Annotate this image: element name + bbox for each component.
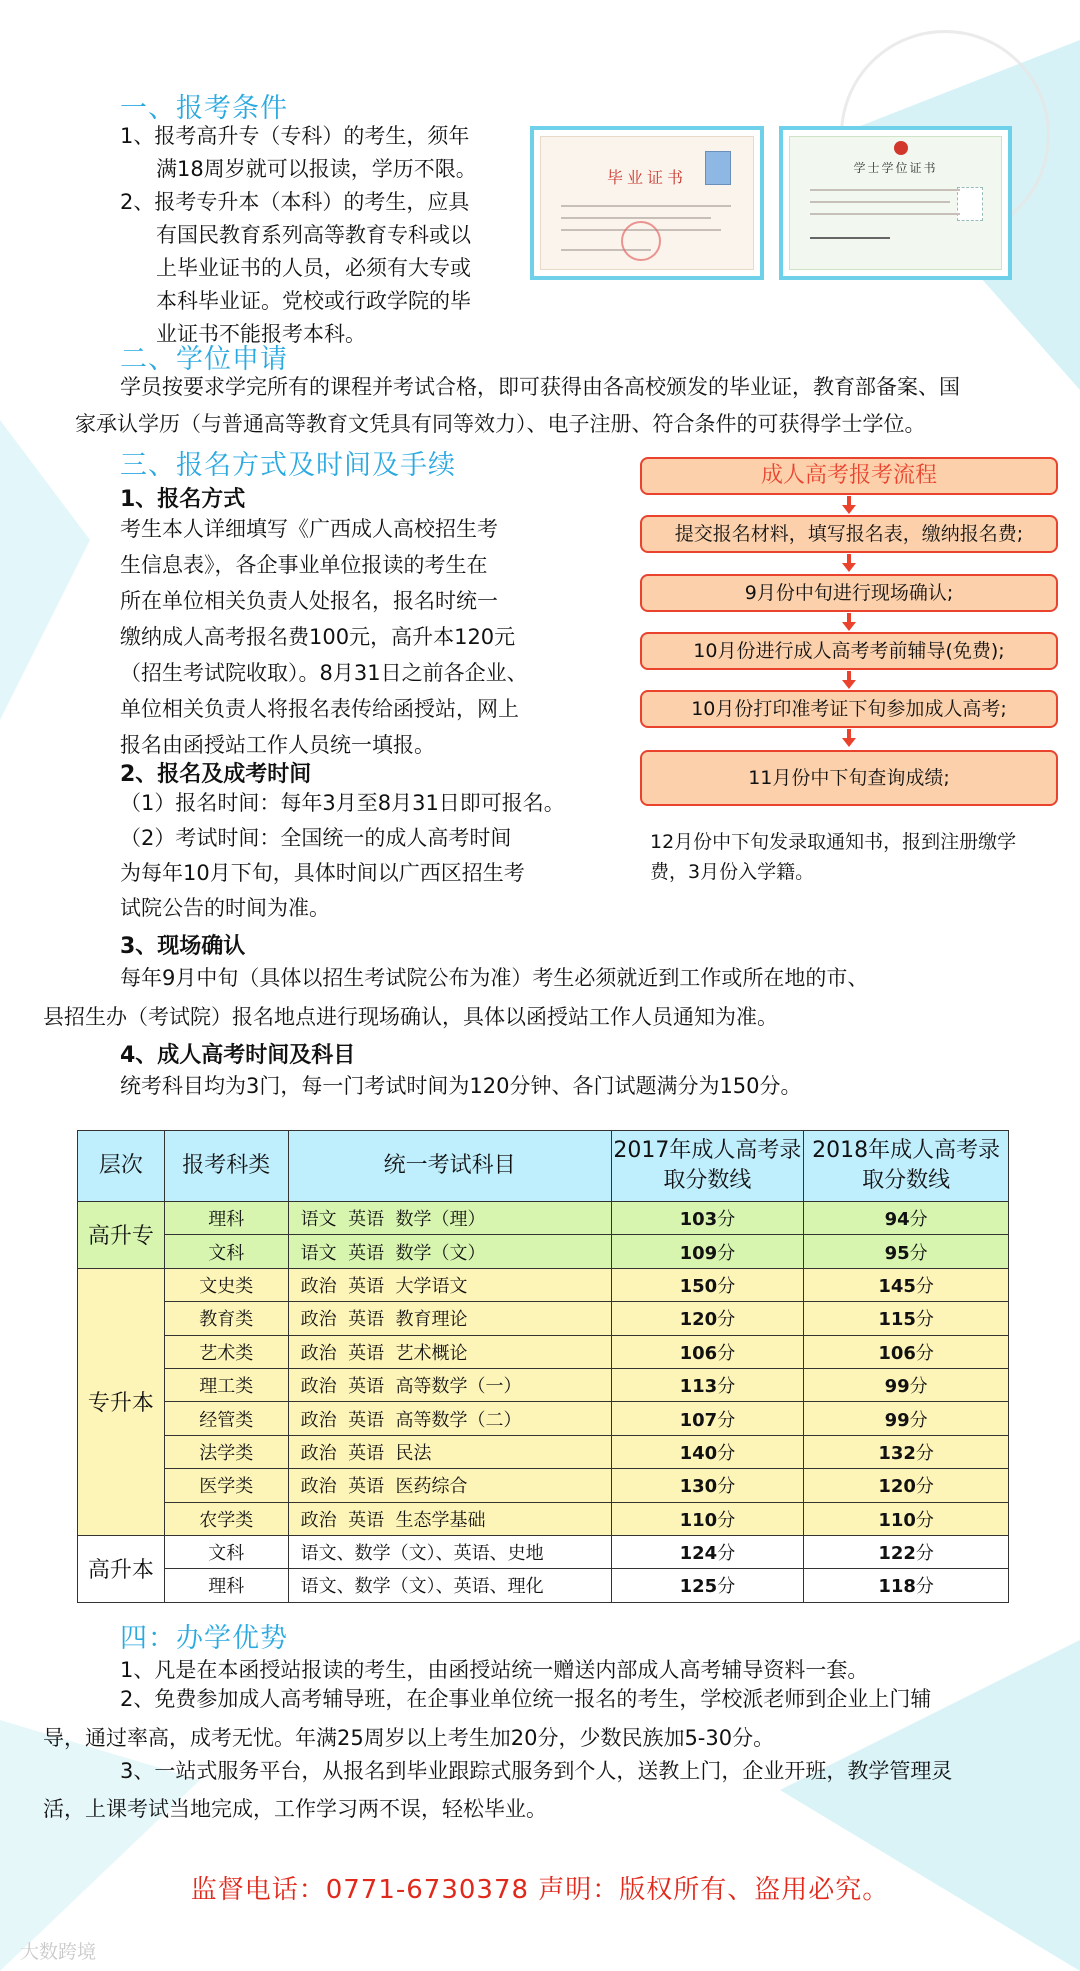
score-unit: 分 [915, 1543, 934, 1565]
advantage-text-line: 活，上课考试当地完成，工作学习两不误，轻松毕业。 [43, 1797, 547, 1821]
down-arrow-icon [842, 613, 856, 633]
category-cell: 经管类 [164, 1402, 288, 1435]
photo-icon [705, 151, 731, 185]
advantage-text-line: 2、免费参加成人高考辅导班，在企事业单位统一报名的考生，学校派老师到企业上门辅 [120, 1687, 932, 1711]
score-2017-cell [611, 1469, 804, 1502]
score-unit: 分 [915, 1509, 934, 1531]
score-unit: 分 [717, 1409, 736, 1431]
subjects-cell: 政治 英语 教育理论 [288, 1302, 611, 1335]
score-2018-cell [804, 1368, 1009, 1401]
condition-line: 满18周岁就可以报读，学历不限。 [156, 157, 477, 181]
subjects-cell: 政治 英语 医药综合 [288, 1469, 611, 1502]
score-2017-cell [611, 1268, 804, 1301]
condition-line: 本科毕业证。党校或行政学院的毕 [156, 289, 471, 313]
photo-icon [957, 187, 983, 221]
score-2018-cell [804, 1535, 1009, 1568]
score-unit: 分 [915, 1309, 934, 1331]
score-unit: 分 [717, 1476, 736, 1498]
text-line: 12月份中下旬发录取通知书，报到注册缴学 [650, 831, 1017, 853]
certificate-title: 毕业证书 [606, 168, 687, 187]
table-row [78, 1235, 1009, 1268]
down-arrow-icon [842, 554, 856, 574]
section-title-advantages: 四：办学优势 [120, 1623, 288, 1654]
condition-line: 有国民教育系列高等教育专科或以 [156, 223, 471, 247]
condition-line: 2、报考专升本（本科）的考生，应具 [120, 190, 470, 214]
score-unit: 分 [909, 1409, 928, 1431]
table-header: 2017年成人高考录取分数线 [611, 1131, 804, 1202]
score-table [77, 1130, 1009, 1603]
text-line: 单位相关负责人将报名表传给函授站，网上 [120, 697, 519, 721]
score-2017-cell [611, 1202, 804, 1235]
score-2018-cell [804, 1502, 1009, 1535]
advantage-text-line: 导，通过率高，成考无忧。年满25周岁以上考生加20分，少数民族加5-30分。 [43, 1726, 775, 1750]
graduation-certificate-image [530, 126, 764, 280]
score-unit: 分 [717, 1242, 736, 1264]
flow-title: 成人高考报考流程 [640, 457, 1058, 495]
score-2017-cell [611, 1302, 804, 1335]
down-arrow-icon [842, 671, 856, 691]
score-value: 103 [679, 1209, 718, 1231]
table-row [78, 1268, 1009, 1301]
table-row [78, 1435, 1009, 1468]
score-unit: 分 [717, 1442, 736, 1464]
table-row [78, 1202, 1009, 1235]
score-unit: 分 [909, 1209, 928, 1231]
score-value: 115 [878, 1309, 916, 1331]
subsection-title: 2、报名及成考时间 [120, 762, 312, 787]
score-value: 120 [679, 1309, 718, 1331]
subjects-cell: 政治 英语 高等数学（二） [288, 1402, 611, 1435]
confirmation-text-line: 每年9月中旬（具体以招生考试院公布为准）考生必须就近到工作或所在地的市、 [120, 966, 869, 990]
subjects-cell: 语文 英语 数学（文） [288, 1235, 611, 1268]
down-arrow-icon [842, 729, 856, 749]
flow-note [650, 827, 1016, 887]
score-2017-cell [611, 1235, 804, 1268]
score-value: 109 [679, 1242, 718, 1264]
category-cell: 法学类 [164, 1435, 288, 1468]
category-cell: 教育类 [164, 1302, 288, 1335]
score-value: 122 [878, 1543, 916, 1565]
condition-line: 业证书不能报考本科。 [156, 322, 366, 346]
score-unit: 分 [915, 1442, 934, 1464]
score-unit: 分 [717, 1275, 736, 1297]
score-2017-cell [611, 1502, 804, 1535]
score-2018-cell [804, 1569, 1009, 1602]
score-2018-cell [804, 1202, 1009, 1235]
score-unit: 分 [717, 1576, 736, 1598]
condition-line: 1、报考高升专（专科）的考生，须年 [120, 124, 470, 148]
score-value: 110 [878, 1509, 916, 1531]
level-cell: 高升专 [78, 1202, 165, 1269]
text-line: 为每年10月下旬，具体时间以广西区招生考 [120, 861, 525, 885]
score-2017-cell [611, 1368, 804, 1401]
subjects-cell: 政治 英语 大学语文 [288, 1268, 611, 1301]
table-row [78, 1368, 1009, 1401]
score-unit: 分 [717, 1376, 736, 1398]
text-line: 考生本人详细填写《广西成人高校招生考 [120, 517, 498, 541]
table-row [78, 1535, 1009, 1568]
subjects-cell: 语文、数学（文）、英语、史地 [288, 1535, 611, 1568]
condition-line: 上毕业证书的人员，必须有大专或 [156, 256, 471, 280]
flow-step: 提交报名材料，填写报名表，缴纳报名费; [640, 515, 1058, 553]
flow-step: 10月份打印准考证下旬参加成人高考; [640, 690, 1058, 728]
text-line: 所在单位相关负责人处报名，报名时统一 [120, 589, 498, 613]
level-cell: 专升本 [78, 1268, 165, 1535]
category-cell: 理工类 [164, 1368, 288, 1401]
category-cell: 理科 [164, 1569, 288, 1602]
degree-text-line: 家承认学历（与普通高等教育文凭具有同等效力）、电子注册、符合条件的可获得学士学位。 [75, 412, 926, 436]
background-triangle [0, 420, 90, 720]
registration-method-text [120, 511, 528, 763]
score-unit: 分 [717, 1209, 736, 1231]
score-2017-cell [611, 1335, 804, 1368]
national-emblem-icon [894, 141, 908, 155]
section-title-degree: 二、学位申请 [120, 344, 288, 375]
confirmation-text-line: 县招生办（考试院）报名地点进行现场确认，具体以函授站工作人员通知为准。 [43, 1005, 778, 1029]
flow-step: 11月份中下旬查询成绩; [640, 750, 1058, 806]
subjects-cell: 政治 英语 民法 [288, 1435, 611, 1468]
score-value: 124 [679, 1543, 718, 1565]
subjects-cell: 语文 英语 数学（理） [288, 1202, 611, 1235]
flow-step: 10月份进行成人高考考前辅导(免费); [640, 632, 1058, 670]
text-line: 报名由函授站工作人员统一填报。 [120, 733, 435, 757]
score-value: 99 [884, 1376, 910, 1398]
score-value: 130 [679, 1476, 718, 1498]
score-value: 132 [878, 1442, 916, 1464]
score-unit: 分 [717, 1342, 736, 1364]
score-value: 107 [679, 1409, 718, 1431]
text-line: （招生考试院收取）。8月31日之前各企业、 [120, 661, 528, 685]
subjects-cell: 政治 英语 生态学基础 [288, 1502, 611, 1535]
subjects-cell: 语文、数学（文）、英语、理化 [288, 1569, 611, 1602]
score-2018-cell [804, 1268, 1009, 1301]
table-row [78, 1469, 1009, 1502]
score-unit: 分 [915, 1342, 934, 1364]
subsection-title: 1、报名方式 [120, 487, 246, 512]
category-cell: 文科 [164, 1235, 288, 1268]
table-row [78, 1402, 1009, 1435]
table-header: 层次 [78, 1131, 165, 1202]
score-unit: 分 [909, 1242, 928, 1264]
flow-step: 9月份中旬进行现场确认; [640, 574, 1058, 612]
text-line: 生信息表》，各企事业单位报读的考生在 [120, 553, 488, 577]
section-title-conditions: 一、报考条件 [120, 93, 288, 124]
category-cell: 医学类 [164, 1469, 288, 1502]
score-unit: 分 [915, 1275, 934, 1297]
stamp-icon [621, 221, 661, 261]
score-2017-cell [611, 1402, 804, 1435]
score-2017-cell [611, 1569, 804, 1602]
score-unit: 分 [717, 1543, 736, 1565]
score-value: 106 [679, 1342, 718, 1364]
score-value: 125 [679, 1576, 718, 1598]
score-value: 118 [878, 1576, 916, 1598]
table-row [78, 1569, 1009, 1602]
score-value: 110 [679, 1509, 718, 1531]
conditions-text [120, 120, 477, 351]
score-value: 106 [878, 1342, 916, 1364]
score-value: 120 [878, 1476, 916, 1498]
score-unit: 分 [909, 1376, 928, 1398]
advantage-text-line: 1、凡是在本函授站报读的考生，由函授站统一赠送内部成人高考辅导资料一套。 [120, 1658, 869, 1682]
table-row [78, 1335, 1009, 1368]
score-2018-cell [804, 1335, 1009, 1368]
score-value: 140 [679, 1442, 718, 1464]
table-header: 统一考试科目 [288, 1131, 611, 1202]
level-cell: 高升本 [78, 1535, 165, 1602]
score-unit: 分 [717, 1509, 736, 1531]
subsection-title: 3、现场确认 [120, 934, 246, 959]
subjects-cell: 政治 英语 艺术概论 [288, 1335, 611, 1368]
category-cell: 艺术类 [164, 1335, 288, 1368]
table-header-row [78, 1131, 1009, 1202]
score-unit: 分 [717, 1309, 736, 1331]
subjects-cell: 政治 英语 高等数学（一） [288, 1368, 611, 1401]
category-cell: 文科 [164, 1535, 288, 1568]
text-line: 费，3月份入学籍。 [650, 861, 815, 883]
score-value: 113 [679, 1376, 718, 1398]
degree-certificate-image [779, 126, 1012, 280]
score-value: 94 [884, 1209, 910, 1231]
watermark-text: 大数跨境 [20, 1941, 97, 1963]
score-2017-cell [611, 1435, 804, 1468]
down-arrow-icon [842, 496, 856, 516]
text-line: 缴纳成人高考报名费100元，高升本120元 [120, 625, 516, 649]
score-2018-cell [804, 1402, 1009, 1435]
table-header: 2018年成人高考录取分数线 [804, 1131, 1009, 1202]
table-header: 报考科类 [164, 1131, 288, 1202]
score-unit: 分 [915, 1476, 934, 1498]
registration-time-text [120, 786, 565, 926]
text-line: 试院公告的时间为准。 [120, 896, 330, 920]
certificate-title: 学士学位证书 [853, 161, 938, 175]
subjects-text: 统考科目均为3门，每一门考试时间为120分钟、各门试题满分为150分。 [120, 1074, 802, 1098]
text-line: （1）报名时间：每年3月至8月31日即可报名。 [120, 791, 565, 815]
score-2018-cell [804, 1302, 1009, 1335]
category-cell: 农学类 [164, 1502, 288, 1535]
advantage-text-line: 3、一站式服务平台，从报名到毕业跟踪式服务到个人，送教上门，企业开班，教学管理灵 [120, 1759, 953, 1783]
score-2018-cell [804, 1435, 1009, 1468]
score-value: 150 [679, 1275, 718, 1297]
degree-text-line: 学员按要求学完所有的课程并考试合格，即可获得由各高校颁发的毕业证，教育部备案、国 [120, 375, 960, 399]
score-unit: 分 [915, 1576, 934, 1598]
score-2017-cell [611, 1535, 804, 1568]
text-line: （2）考试时间：全国统一的成人高考时间 [120, 826, 512, 850]
score-value: 145 [878, 1275, 916, 1297]
table-row [78, 1502, 1009, 1535]
footer-statement: 监督电话：0771-6730378 声明：版权所有、盗用必究。 [190, 1875, 890, 1905]
score-value: 99 [884, 1409, 910, 1431]
category-cell: 文史类 [164, 1268, 288, 1301]
table-row [78, 1302, 1009, 1335]
section-title-registration: 三、报名方式及时间及手续 [120, 450, 456, 481]
category-cell: 理科 [164, 1202, 288, 1235]
score-2018-cell [804, 1469, 1009, 1502]
score-2018-cell [804, 1235, 1009, 1268]
subsection-title: 4、成人高考时间及科目 [120, 1043, 356, 1068]
score-value: 95 [884, 1242, 910, 1264]
